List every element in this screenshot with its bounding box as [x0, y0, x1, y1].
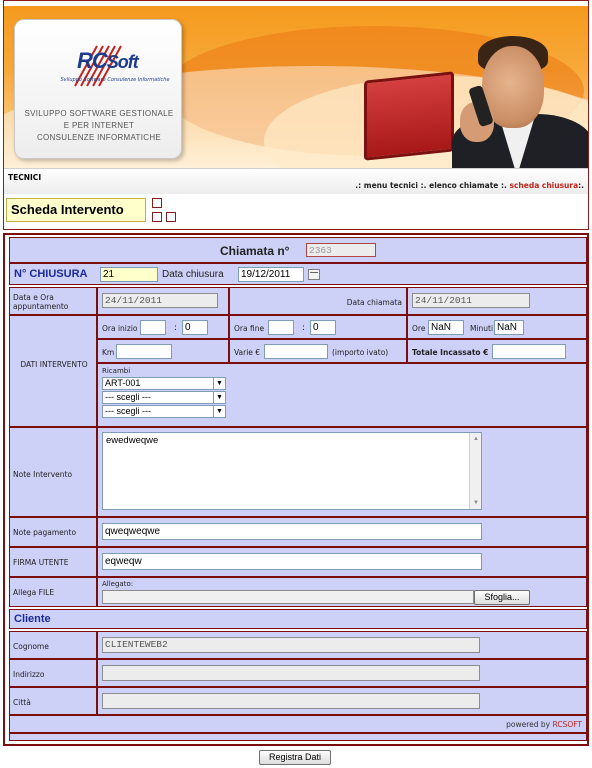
note-pagamento-input[interactable]: qweqweqwe: [102, 523, 482, 540]
logo: [14, 19, 182, 159]
dati-intervento-cell: [9, 315, 97, 427]
ora-fine-cell: [229, 315, 407, 339]
form-container: [3, 233, 589, 746]
chiusura-number-field[interactable]: 21: [100, 267, 158, 282]
dati-intervento-label: DATI INTERVENTO: [20, 360, 88, 369]
minuti-label: Minuti: [470, 324, 494, 333]
chiamata-label: Chiamata n°: [220, 244, 290, 258]
ora-fine-hours-input[interactable]: [268, 320, 294, 335]
allega-value-cell: [97, 577, 587, 607]
ricambio-select-2[interactable]: [102, 391, 226, 404]
data-chiamata-label: Data chiamata: [346, 298, 402, 307]
cliente-header-row: [9, 609, 587, 629]
ricambio-select-3[interactable]: [102, 405, 226, 418]
totale-cell: [407, 339, 587, 363]
footer-row: [9, 715, 587, 733]
spacer-row: [9, 733, 587, 741]
nav-link-elenco-chiamate[interactable]: elenco chiamate: [429, 181, 499, 190]
scroll-up-icon[interactable]: ▲: [473, 436, 479, 442]
ore-field[interactable]: NaN: [428, 320, 464, 335]
section-label: TECNICI: [8, 173, 42, 182]
citta-label-cell: [9, 687, 97, 715]
minuti-field[interactable]: NaN: [494, 320, 524, 335]
tagline-line-1: SVILUPPO SOFTWARE GESTIONALE: [24, 109, 174, 118]
note-intervento-label: Note Intervento: [13, 470, 73, 479]
allegato-file-field[interactable]: [102, 590, 474, 604]
ora-inizio-cell: [97, 315, 229, 339]
data-appuntamento-cell: [9, 287, 97, 315]
note-pagamento-label: Note pagamento: [13, 528, 77, 537]
allega-label-cell: [9, 577, 97, 607]
chiamata-row: [9, 237, 587, 263]
km-label: Km: [102, 348, 115, 357]
km-cell: [97, 339, 229, 363]
logo-subtitle: Sviluppo Software Consulenze Informatiche: [60, 77, 170, 83]
textarea-scrollbar[interactable]: [469, 433, 481, 509]
note-intervento-text: ewedweqwe: [106, 435, 159, 446]
cliente-title: Cliente: [14, 613, 51, 625]
chevron-down-icon: ▼: [213, 392, 225, 403]
note-pagamento-value-cell: [97, 517, 587, 547]
colon-separator: :: [302, 323, 306, 333]
firma-label: FIRMA UTENTE: [13, 558, 69, 567]
durata-cell: [407, 315, 587, 339]
ora-fine-label: Ora fine: [234, 324, 265, 333]
logo-brand-soft: Soft: [106, 52, 138, 72]
citta-field[interactable]: [102, 693, 480, 709]
varie-label: Varie €: [234, 348, 261, 357]
data-chiamata-value-cell: [407, 287, 587, 315]
tagline-line-3: CONSULENZE INFORMATICHE: [36, 133, 162, 142]
allegato-label: Allegato:: [102, 580, 134, 588]
ricambio-select-1[interactable]: [102, 377, 226, 390]
nav-suffix: :.: [578, 181, 584, 190]
logo-brand-rc: RC: [77, 48, 107, 73]
data-appuntamento-label: Data e Ora appuntamento: [13, 293, 69, 311]
cognome-label: Cognome: [13, 642, 49, 651]
nav-separator: :.: [501, 181, 507, 190]
logo-tagline: [15, 108, 183, 144]
indirizzo-field[interactable]: [102, 665, 480, 681]
cognome-value-cell: [97, 631, 587, 659]
indirizzo-label-cell: [9, 659, 97, 687]
note-intervento-label-cell: [9, 427, 97, 517]
ricambio-select-3-value: --- scegli ---: [105, 406, 151, 416]
checkbox-icon[interactable]: [166, 212, 176, 222]
varie-cell: [229, 339, 407, 363]
data-chiusura-label: Data chiusura: [162, 269, 224, 280]
chiusura-label: N° CHIUSURA: [14, 268, 88, 280]
data-appuntamento-value-cell: [97, 287, 229, 315]
firma-value-cell: [97, 547, 587, 577]
citta-label: Città: [13, 698, 31, 707]
nav-prefix: .:: [355, 181, 362, 190]
ora-inizio-label: Ora inizio: [102, 324, 138, 333]
data-appuntamento-field[interactable]: 24/11/2011: [102, 293, 218, 308]
varie-input[interactable]: [264, 344, 328, 359]
ora-inizio-hours-input[interactable]: [140, 320, 166, 335]
ricambio-select-1-value: ART-001: [105, 378, 141, 388]
citta-value-cell: [97, 687, 587, 715]
ricambi-label: Ricambi: [102, 367, 131, 375]
nav-link-scheda-chiusura[interactable]: scheda chiusura: [509, 181, 579, 190]
sfoglia-button[interactable]: Sfoglia...: [474, 590, 530, 605]
powered-by: [506, 720, 582, 729]
registra-dati-button[interactable]: Registra Dati: [259, 750, 331, 765]
allega-label: Allega FILE: [13, 588, 55, 597]
firma-input[interactable]: eqweqw: [102, 553, 482, 570]
monitor-illustration: [364, 71, 454, 160]
cognome-field[interactable]: CLIENTEWEB2: [102, 637, 480, 653]
data-chiusura-field[interactable]: 19/12/2011: [238, 267, 304, 282]
indirizzo-label: Indirizzo: [13, 670, 45, 679]
nav-link-menu-tecnici[interactable]: menu tecnici: [363, 181, 419, 190]
totale-input[interactable]: [492, 344, 566, 359]
powered-by-text: powered by: [506, 720, 551, 729]
page-title: Scheda Intervento: [6, 198, 146, 222]
note-intervento-value-cell: [97, 427, 587, 517]
tagline-line-2: E PER INTERNET: [63, 121, 135, 130]
chevron-down-icon: ▼: [213, 378, 225, 389]
ora-fine-minutes-input[interactable]: 0: [310, 320, 336, 335]
chiusura-row: [9, 263, 587, 285]
header-banner: [4, 6, 588, 168]
km-input[interactable]: [116, 344, 172, 359]
ore-label: Ore: [412, 324, 426, 333]
data-chiamata-label-cell: [229, 287, 407, 315]
note-pagamento-label-cell: [9, 517, 97, 547]
firma-label-cell: [9, 547, 97, 577]
checkbox-icon[interactable]: [152, 198, 162, 208]
scroll-down-icon[interactable]: ▼: [473, 500, 479, 506]
chevron-down-icon: ▼: [213, 406, 225, 417]
cognome-label-cell: [9, 631, 97, 659]
nav-separator: :.: [420, 181, 427, 190]
note-intervento-textarea[interactable]: [102, 432, 482, 510]
checkbox-icon[interactable]: [152, 212, 162, 222]
indirizzo-value-cell: [97, 659, 587, 687]
ricambio-select-2-value: --- scegli ---: [105, 392, 151, 402]
chiamata-number-field[interactable]: 2363: [306, 243, 376, 257]
nav-bar: [4, 168, 588, 194]
ricambi-cell: [97, 363, 587, 427]
ora-inizio-minutes-input[interactable]: 0: [182, 320, 208, 335]
importo-ivato-note: (importo ivato): [332, 348, 389, 357]
breadcrumb: [355, 181, 584, 190]
totale-label: Totale Incassato €: [412, 348, 489, 357]
data-chiamata-field[interactable]: 24/11/2011: [412, 293, 530, 308]
powered-by-brand: RCSOFT: [552, 720, 582, 729]
calendar-icon[interactable]: [308, 269, 320, 280]
colon-separator: :: [174, 323, 178, 333]
